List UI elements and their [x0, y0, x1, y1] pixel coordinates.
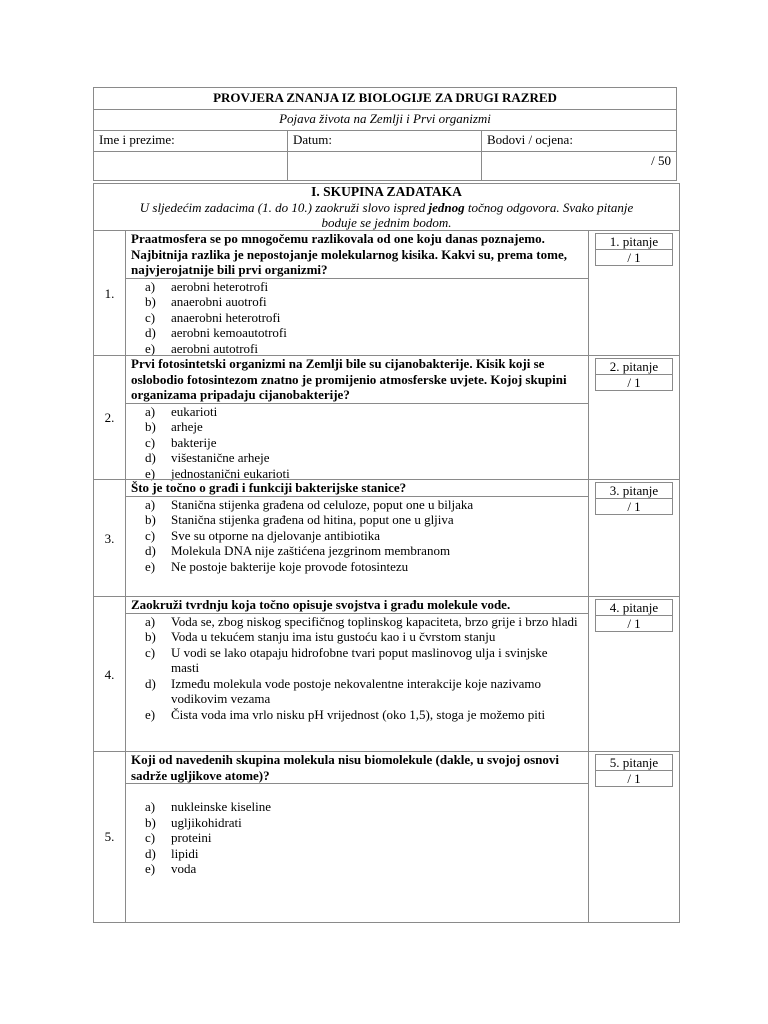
score-box: [595, 233, 673, 266]
section-header: [93, 183, 680, 232]
answer-option[interactable]: d) lipidi: [145, 845, 199, 861]
question-label: 2. pitanje: [596, 359, 672, 375]
answer-option[interactable]: e) aerobni autotrofi: [145, 340, 258, 356]
answer-list: [125, 279, 588, 357]
answer-option[interactable]: b) Voda u tekućem stanju ima istu gustoću kao i u čvrstom stanju: [145, 629, 496, 644]
answer-option[interactable]: a) eukarioti: [145, 403, 218, 419]
answer-option[interactable]: d) višestanične arheje: [145, 450, 270, 465]
page-subtitle: Pojava života na Zemlji i Prvi organizmi: [94, 110, 677, 131]
question-label: 4. pitanje: [596, 600, 672, 616]
name-label: Ime i prezime:: [94, 131, 288, 152]
answer-option[interactable]: c) U vodi se lako otapaju hidrofobne tvari poput maslinovog ulja i svinjske masti: [145, 644, 548, 675]
section-instructions: U sljedećim zadacima (1. do 10.) zaokruži slovo ispred jednog točnog odgovora. Svako pitanje: [139, 200, 634, 215]
score-total: / 50: [482, 152, 677, 181]
section-instructions-line2: boduje se jednim bodom.: [321, 215, 452, 230]
answer-option[interactable]: d) Između molekula vode postoje nekovalentne interakcije koje nazivamo vodikovim vezama: [145, 675, 542, 706]
answer-option[interactable]: e) Čista voda ima vrlo nisku pH vrijednost (oko 1,5), stoga je možemo piti: [145, 706, 546, 722]
answer-option[interactable]: d) Molekula DNA nije zaštićena jezgrinom membranom: [145, 543, 451, 558]
question-row: [93, 596, 680, 752]
name-field[interactable]: [94, 152, 288, 181]
question-number: 1.: [104, 285, 115, 301]
question-points: / 1: [627, 499, 641, 514]
answer-list: [125, 497, 588, 575]
answer-option[interactable]: a) aerobni heterotrofi: [145, 278, 269, 294]
header-table: [93, 87, 677, 181]
answer-option[interactable]: c) bakterije: [145, 434, 217, 450]
question-number: 2.: [104, 410, 115, 425]
question-text: Praatmosfera se po mnogočemu razlikovala od one koju danas poznajemo. Najbitnija razlika je nepostojanje molekularnog kisika. Kakvi su, prema tome, najvjerojatnije bili prvi organizmi?: [125, 231, 588, 279]
date-field[interactable]: [288, 152, 482, 181]
answer-option[interactable]: e) jednostanični eukarioti: [145, 465, 290, 481]
question-text: Zaokruži tvrdnju koja točno opisuje svojstva i građu molekule vode.: [125, 597, 588, 614]
question-label: 1. pitanje: [596, 234, 672, 250]
question-points: / 1: [627, 771, 641, 786]
question-label: 3. pitanje: [596, 483, 672, 499]
answer-list: [125, 404, 588, 482]
answer-option[interactable]: b) Stanična stijenka građena od hitina, poput one u gljiva: [145, 512, 454, 527]
page-title: PROVJERA ZNANJA IZ BIOLOGIJE ZA DRUGI RAZRED: [94, 88, 677, 110]
answer-option[interactable]: b) arheje: [145, 419, 203, 434]
answer-option[interactable]: e) Ne postoje bakterije koje provode fotosintezu: [145, 558, 409, 574]
score-box: [595, 482, 673, 515]
question-row: [93, 479, 680, 597]
score-box: [595, 599, 673, 632]
question-number: 4.: [104, 666, 115, 682]
answer-list: [125, 799, 588, 877]
answer-option[interactable]: b) ugljikohidrati: [145, 814, 242, 830]
answer-option[interactable]: c) proteini: [145, 830, 212, 845]
question-points: / 1: [627, 250, 641, 265]
score-label: Bodovi / ocjena:: [482, 131, 677, 152]
section-heading: I. SKUPINA ZADATAKA: [311, 184, 462, 199]
question-row: [93, 355, 680, 480]
question-row: [93, 751, 680, 923]
answer-option[interactable]: c) anaerobni heterotrofi: [145, 309, 281, 325]
question-text: Što je točno o građi i funkciji bakterijske stanice?: [125, 480, 588, 497]
question-number: 5.: [104, 829, 115, 844]
answer-option[interactable]: a) Voda se, zbog niskog specifičnog toplinskog kapaciteta, brzo grije i brzo hladi: [145, 613, 578, 629]
answer-option[interactable]: b) anaerobni auotrofi: [145, 294, 267, 309]
answer-option[interactable]: c) Sve su otporne na djelovanje antibiotika: [145, 527, 381, 543]
question-points: / 1: [627, 375, 641, 390]
question-number: 3.: [104, 530, 115, 546]
question-text: Koji od navedenih skupina molekula nisu biomolekule (dakle, u svojoj osnovi sadrže ugljikove atome)?: [125, 752, 588, 784]
date-label: Datum:: [288, 131, 482, 152]
question-label: 5. pitanje: [596, 755, 672, 771]
answer-option[interactable]: a) Stanična stijenka građena od celuloze, poput one u biljaka: [145, 496, 474, 512]
answer-option[interactable]: a) nukleinske kiseline: [145, 799, 272, 814]
answer-list: [125, 614, 588, 723]
answer-option[interactable]: e) voda: [145, 861, 197, 876]
answer-option[interactable]: d) aerobni kemoautotrofi: [145, 325, 287, 340]
score-box: [595, 754, 673, 787]
question-text: Prvi fotosintetski organizmi na Zemlji bile su cijanobakterije. Kisik koji se oslobodio fotosintezom znatno je promijenio atmosferske uvjete. Kojoj skupini organizama pripadaju cijanobakterije?: [125, 356, 588, 404]
score-box: [595, 358, 673, 391]
question-points: / 1: [627, 616, 641, 631]
question-row: [93, 230, 680, 356]
